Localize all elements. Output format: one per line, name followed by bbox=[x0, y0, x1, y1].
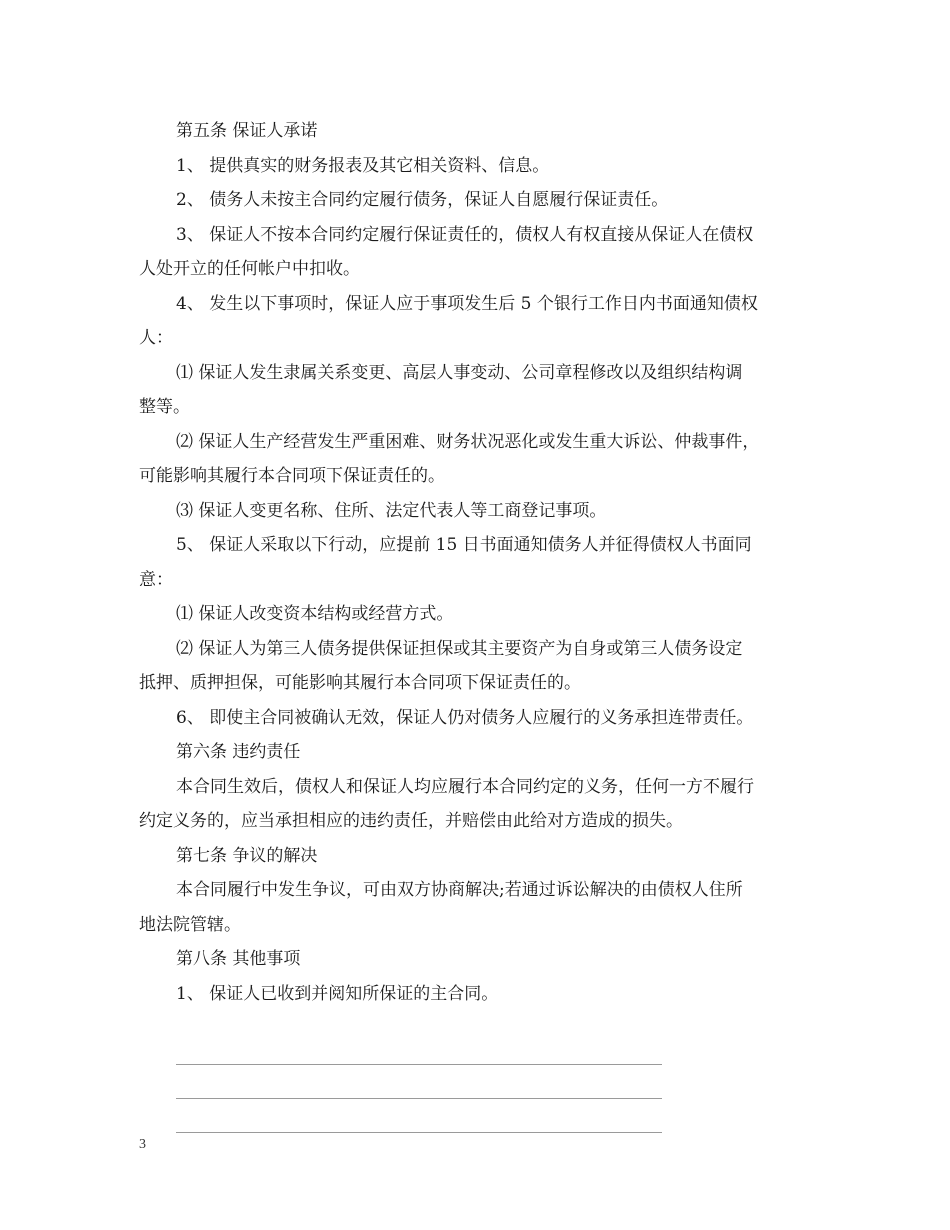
text-line: 1、 提供真实的财务报表及其它相关资料、信息。 bbox=[176, 155, 550, 176]
text-line: 本合同生效后，债权人和保证人均应履行本合同约定的义务，任何一方不履行 bbox=[176, 776, 754, 797]
text-line: 第七条 争议的解决 bbox=[176, 845, 318, 866]
text-line: 本合同履行中发生争议，可由双方协商解决;若通过诉讼解决的由债权人住所 bbox=[176, 880, 743, 900]
text-line: 整等。 bbox=[139, 397, 190, 417]
text-line: 意： bbox=[139, 569, 173, 590]
blank-fill-line bbox=[176, 1065, 662, 1099]
page-number: 3 bbox=[139, 1137, 146, 1152]
text-line: 1、 保证人已收到并阅知所保证的主合同。 bbox=[176, 983, 499, 1004]
text-line: 3、 保证人不按本合同约定履行保证责任的，债权人有权直接从保证人在债权 bbox=[176, 224, 754, 245]
text-line: ⑵ 保证人为第三人债务提供保证担保或其主要资产为自身或第三人债务设定 bbox=[176, 638, 743, 659]
text-line: 抵押、质押担保，可能影响其履行本合同项下保证责任的。 bbox=[139, 673, 581, 693]
blank-fill-line bbox=[176, 1031, 662, 1065]
text-line: 第六条 违约责任 bbox=[176, 742, 301, 762]
text-line: 6、 即使主合同被确认无效，保证人仍对债务人应履行的义务承担连带责任。 bbox=[176, 707, 754, 728]
text-line: 人处开立的任何帐户中扣收。 bbox=[139, 259, 360, 279]
fill-in-lines bbox=[176, 1031, 662, 1133]
text-line: 第八条 其他事项 bbox=[176, 949, 301, 969]
text-line: 4、 发生以下事项时，保证人应于事项发生后 5 个银行工作日内书面通知债权 bbox=[176, 293, 758, 314]
text-line: ⑶ 保证人变更名称、住所、法定代表人等工商登记事项。 bbox=[176, 500, 607, 521]
blank-fill-line bbox=[176, 1099, 662, 1133]
text-line: ⑴ 保证人发生隶属关系变更、高层人事变动、公司章程修改以及组织结构调 bbox=[176, 362, 743, 383]
text-line: ⑴ 保证人改变资本结构或经营方式。 bbox=[176, 604, 454, 624]
text-line: 2、 债务人未按主合同约定履行债务，保证人自愿履行保证责任。 bbox=[176, 190, 669, 210]
text-line: ⑵ 保证人生产经营发生严重困难、财务状况恶化或发生重大诉讼、仲裁事件， bbox=[176, 431, 760, 452]
text-line: 5、 保证人采取以下行动，应提前 15 日书面通知债务人并征得债权人书面同 bbox=[176, 535, 752, 555]
text-line: 第五条 保证人承诺 bbox=[176, 121, 318, 141]
document-body bbox=[139, 114, 819, 1011]
text-line: 可能影响其履行本合同项下保证责任的。 bbox=[139, 466, 445, 486]
text-line: 地法院管辖。 bbox=[139, 914, 241, 935]
text-line: 人： bbox=[139, 328, 173, 348]
text-line: 约定义务的，应当承担相应的违约责任，并赔偿由此给对方造成的损失。 bbox=[139, 811, 683, 831]
